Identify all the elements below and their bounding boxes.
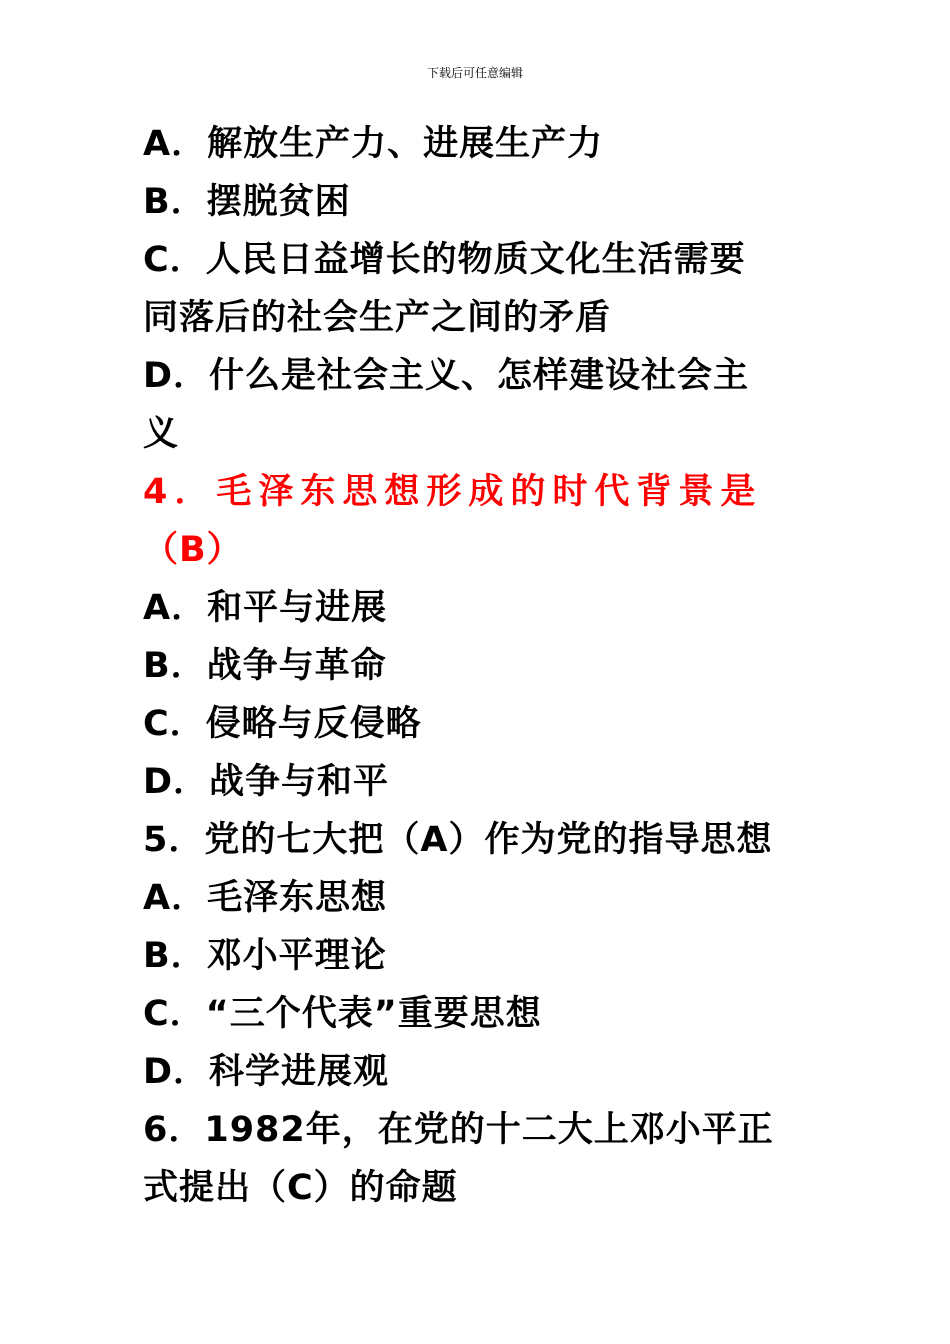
option-a-q4: A．和平与进展 xyxy=(143,588,388,628)
question-4-line2: （B） xyxy=(143,530,243,570)
option-b-q5: B．邓小平理论 xyxy=(143,936,387,976)
option-c-q3-line1: C．人民日益增长的物质文化生活需要 xyxy=(143,240,746,280)
option-d-q4: D．战争与和平 xyxy=(143,762,390,802)
question-6-line2: 式提出（C）的命题 xyxy=(143,1168,458,1208)
question-5: 5．党的七大把（A）作为党的指导思想 xyxy=(143,820,773,860)
option-c-q4: C．侵略与反侵略 xyxy=(143,704,422,744)
option-d-q5: D．科学进展观 xyxy=(143,1052,390,1092)
question-4-line1: 4．毛泽东思想形成的时代背景是 xyxy=(143,472,763,512)
option-c-q3-line2: 同落后的社会生产之间的矛盾 xyxy=(143,298,612,338)
page-header-note: 下载后可任意编辑 xyxy=(426,66,523,80)
option-a-q3: A．解放生产力、进展生产力 xyxy=(143,124,604,164)
option-b-q4: B．战争与革命 xyxy=(143,646,387,686)
option-b-q3: B．摆脱贫困 xyxy=(143,182,351,222)
option-d-q3-line2: 义 xyxy=(143,414,180,454)
question-6-line1: 6．1982年，在党的十二大上邓小平正 xyxy=(143,1110,774,1150)
option-d-q3-line1: D．什么是社会主义、怎样建设社会主 xyxy=(143,356,750,396)
option-a-q5: A．毛泽东思想 xyxy=(143,878,388,918)
document-body xyxy=(143,115,811,1217)
option-c-q5: C．“三个代表”重要思想 xyxy=(143,994,542,1034)
